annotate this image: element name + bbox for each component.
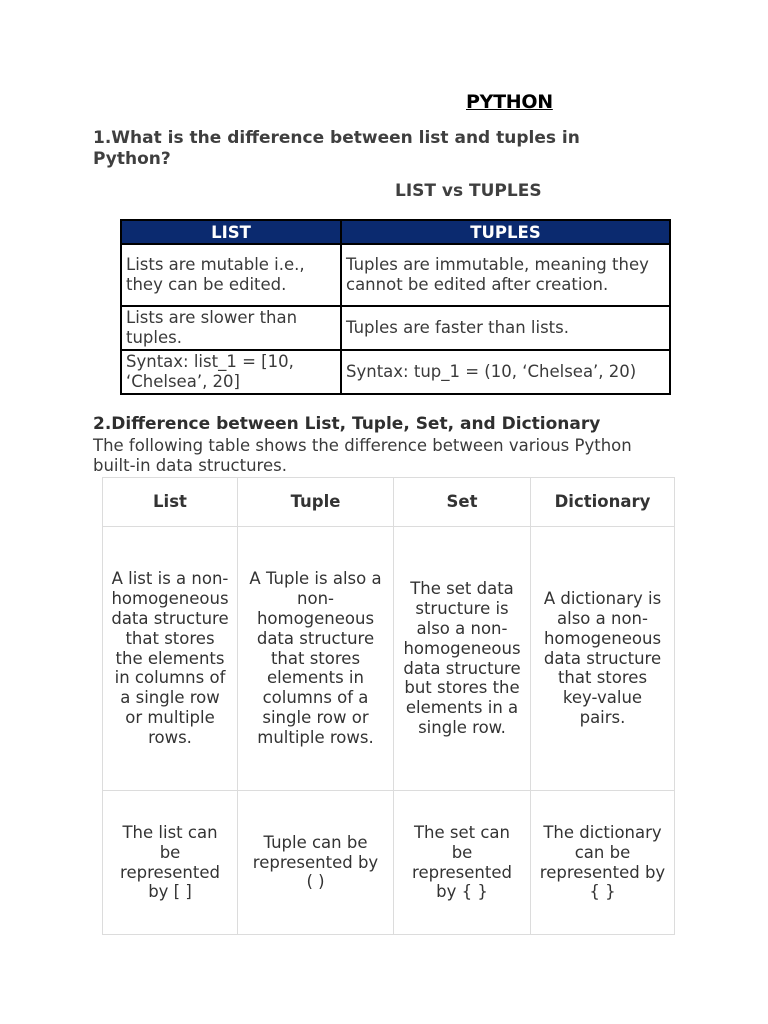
table-row [121,306,670,350]
header-tuples: TUPLES [341,220,670,244]
table-cell: A dictionary is also a non-homogeneous data structure that stores key-value pairs. [531,527,675,791]
header-set: Set [394,478,531,527]
header-list: LIST [121,220,341,244]
table-header-row [121,220,670,244]
header-list: List [103,478,238,527]
list-vs-tuples-heading: LIST vs TUPLES [395,181,542,201]
table-cell: Syntax: tup_1 = (10, ‘Chelsea’, 20) [341,350,670,394]
table-cell: Lists are mutable i.e., they can be edited. [121,244,341,306]
table-cell: The set can be represented by { } [394,791,531,935]
question-2-heading: 2.Difference between List, Tuple, Set, and Dictionary [93,414,601,434]
table-cell: Tuples are faster than lists. [341,306,670,350]
table-cell: The dictionary can be represented by { } [531,791,675,935]
table-cell: A list is a non-homogeneous data structure that stores the elements in columns of a single row or multiple rows. [103,527,238,791]
table-row [103,527,675,791]
table-row [121,244,670,306]
intro-paragraph: The following table shows the difference between various Python built-in data structures. [93,436,632,475]
data-structures-table [102,477,675,935]
table-row [121,350,670,394]
table-cell: A Tuple is also a non-homogeneous data structure that stores elements in columns of a single row or multiple rows. [238,527,394,791]
header-tuple: Tuple [238,478,394,527]
question-1-heading: 1.What is the difference between list and tuples in Python? [93,128,580,169]
table-cell: Tuple can be represented by ( ) [238,791,394,935]
table-header-row [103,478,675,527]
list-vs-tuples-table [120,219,671,395]
table-cell: The set data structure is also a non-homogeneous data structure but stores the elements in a single row. [394,527,531,791]
table-cell: Tuples are immutable, meaning they cannot be edited after creation. [341,244,670,306]
page-title: PYTHON [466,91,553,113]
header-dictionary: Dictionary [531,478,675,527]
table-cell: Syntax: list_1 = [10, ‘Chelsea’, 20] [121,350,341,394]
table-cell: The list can be represented by [ ] [103,791,238,935]
table-row [103,791,675,935]
table-cell: Lists are slower than tuples. [121,306,341,350]
